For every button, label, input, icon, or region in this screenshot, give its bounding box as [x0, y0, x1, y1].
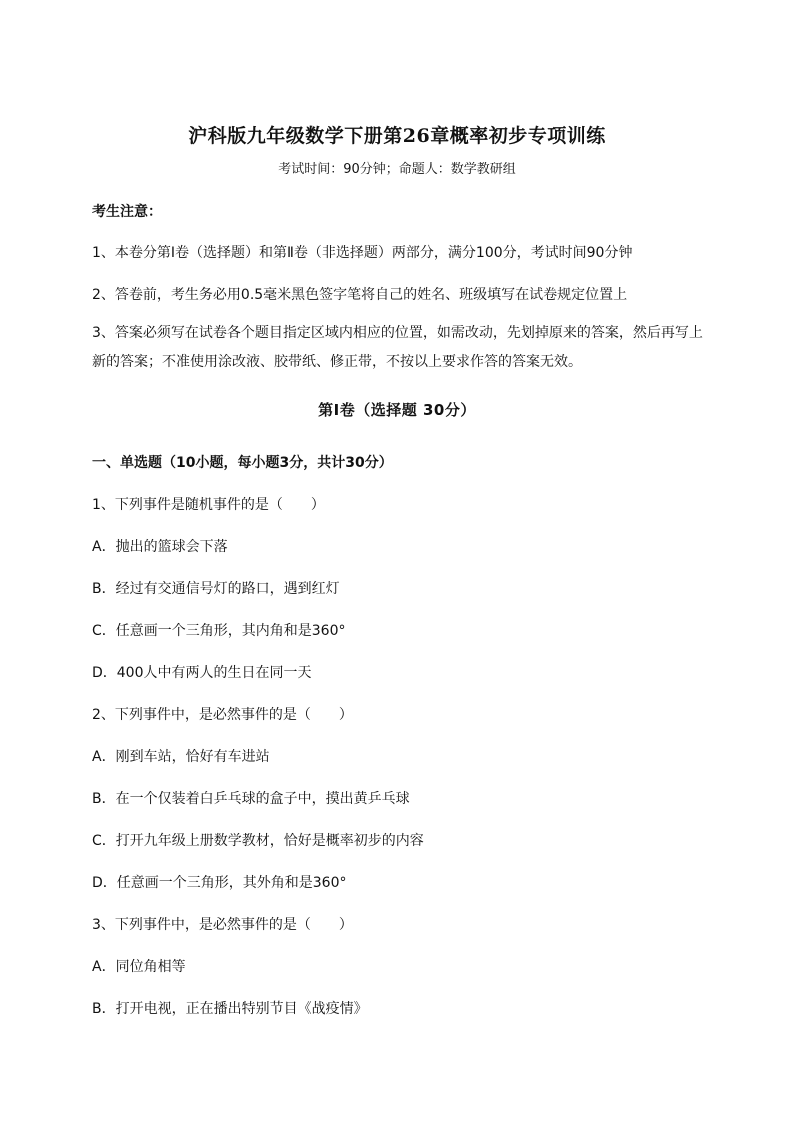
question-2-stem: 2、下列事件中，是必然事件的是（ ） [92, 707, 353, 723]
question-2-option-c: C．打开九年级上册数学教材，恰好是概率初步的内容 [92, 833, 424, 849]
notice-item-2: 2、答卷前，考生务必用0.5毫米黑色签字笔将自己的姓名、班级填写在试卷规定位置上 [92, 287, 628, 303]
part-heading: 一、单选题（10小题，每小题3分，共计30分） [92, 455, 393, 471]
page-title: 沪科版九年级数学下册第26章概率初步专项训练 [188, 125, 606, 147]
section-title: 第I卷（选择题 30分） [318, 401, 476, 419]
notice-item-1: 1、本卷分第I卷（选择题）和第Ⅱ卷（非选择题）两部分，满分100分，考试时间90分钟 [92, 245, 633, 261]
exam-info: 考试时间：90分钟；命题人：数学教研组 [278, 162, 516, 177]
question-1-option-a: A．抛出的篮球会下落 [92, 539, 228, 555]
question-3-stem: 3、下列事件中，是必然事件的是（ ） [92, 917, 353, 933]
question-1-option-c: C．任意画一个三角形，其内角和是360° [92, 623, 346, 639]
question-3-option-a: A．同位角相等 [92, 959, 186, 975]
notice-heading: 考生注意： [92, 204, 162, 220]
question-1-stem: 1、下列事件是随机事件的是（ ） [92, 497, 325, 513]
question-1-option-b: B．经过有交通信号灯的路口，遇到红灯 [92, 581, 340, 597]
question-2-option-b: B．在一个仅装着白乒乓球的盒子中，摸出黄乒乓球 [92, 791, 410, 807]
question-2-option-d: D．任意画一个三角形，其外角和是360° [92, 875, 347, 891]
notice-item-3: 3、答案必须写在试卷各个题目指定区域内相应的位置，如需改动，先划掉原来的答案，然后再写上新的答案；不准使用涂改液、胶带纸、修正带，不按以上要求作答的答案无效。 [92, 325, 703, 370]
question-2-option-a: A．刚到车站，恰好有车进站 [92, 749, 270, 765]
question-3-option-b: B．打开电视，正在播出特别节目《战疫情》 [92, 1001, 368, 1017]
question-1-option-d: D．400人中有两人的生日在同一天 [92, 665, 312, 681]
